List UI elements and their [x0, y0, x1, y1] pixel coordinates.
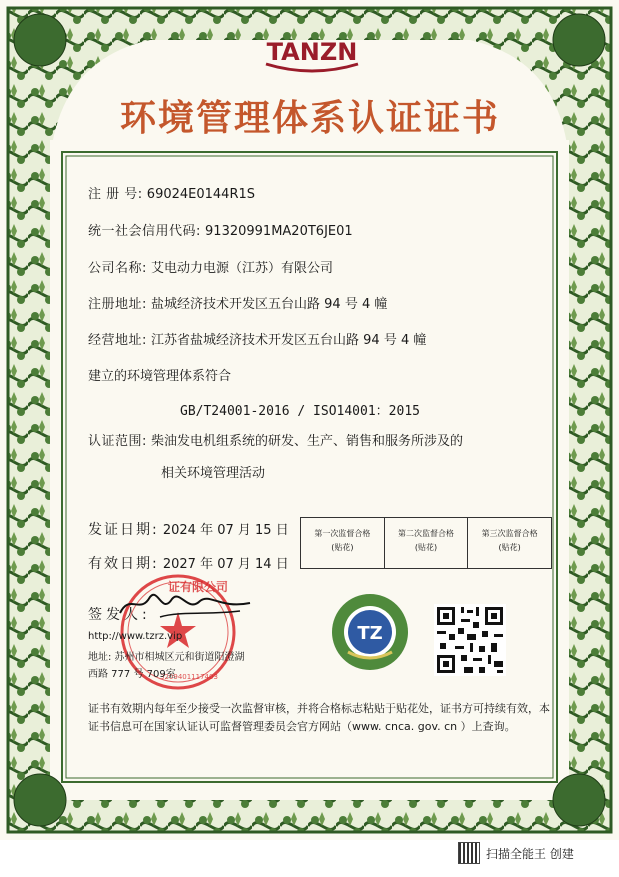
issue-date-label: 发证日期: — [88, 522, 159, 538]
sticker-cell-1 — [301, 518, 385, 568]
scope-label: 认证范围: — [88, 434, 147, 449]
certificate-title: 环境管理体系认证证书 — [119, 97, 500, 139]
company-label: 公司名称: — [88, 261, 147, 276]
signer-label: 签发人: — [88, 607, 151, 623]
certification-emblem — [330, 592, 410, 672]
sticker-cell-2 — [385, 518, 469, 568]
emblem-letters: TZ — [357, 623, 383, 644]
conformity-statement: 建立的环境管理体系符合 — [88, 369, 232, 384]
valid-date-row — [88, 553, 289, 573]
operating-address-label: 经营地址: — [88, 333, 147, 348]
operating-address: 江苏省盐城经济技术开发区五台山路 94 号 4 幢 — [151, 333, 427, 348]
company-row — [88, 257, 333, 276]
issuer-website: http://www.tzrz.vip — [88, 631, 183, 642]
logo-text: TANZN — [266, 38, 358, 66]
footer-text: 扫描全能王 创建 — [486, 846, 574, 861]
registration-number-label: 注 册 号: — [88, 187, 143, 202]
sticker-title: 第一次监督合格 — [314, 529, 371, 538]
credit-code-row — [88, 220, 353, 239]
issue-date-row — [88, 519, 289, 539]
tanzn-logo — [258, 36, 366, 74]
operating-address-row — [88, 329, 426, 348]
registered-address-label: 注册地址: — [88, 297, 147, 312]
registered-address-row — [88, 293, 387, 312]
validity-notice: 证书有效期内每年至少接受一次监督审核，并将合格标志粘贴于贴花处，证书方可持续有效，本证书信息可在国家认证认可监督管理委员会官方网站（www. cnca. gov. cn ）上查询。 — [88, 702, 550, 733]
seal-text: 证有限公司 — [168, 580, 229, 594]
signature — [110, 585, 260, 625]
sticker-note: (贴花) — [498, 543, 521, 552]
valid-date-label: 有效日期: — [88, 556, 159, 572]
scope-line-1: 柴油发电机组系统的研发、生产、销售和服务所涉及的 — [151, 434, 464, 449]
logo-swoosh-icon — [262, 62, 362, 74]
registration-number: 69024E0144R1S — [146, 187, 256, 202]
surveillance-sticker-table — [300, 517, 552, 569]
issuer-address-line-2: 西路 777 号 709室 — [88, 669, 176, 680]
sticker-note: (贴花) — [331, 543, 354, 552]
qr-code — [434, 604, 506, 676]
credit-code-label: 统一社会信用代码: — [88, 224, 201, 239]
sticker-note: (贴花) — [414, 543, 438, 552]
sticker-cell-3 — [468, 518, 551, 568]
seal-number: 3209401117403 — [160, 673, 218, 681]
sticker-title: 第二次监督合格 — [398, 529, 454, 538]
sticker-title: 第三次监督合格 — [481, 529, 538, 538]
scanner-app-icon — [458, 842, 480, 864]
valid-date: 2027 年 07 月 14 日 — [162, 557, 289, 572]
scope-line-2: 相关环境管理活动 — [161, 466, 266, 481]
credit-code: 91320991MA20T6JE01 — [205, 224, 353, 239]
company-name: 艾电动力电源（江苏）有限公司 — [151, 261, 334, 276]
registration-number-row — [88, 183, 255, 202]
issue-date: 2024 年 07 月 15 日 — [162, 523, 289, 538]
scope-row — [88, 430, 463, 449]
registered-address: 盐城经济技术开发区五台山路 94 号 4 幢 — [151, 297, 388, 312]
standard-reference: GB/T24001-2016 / ISO14001：2015 — [180, 404, 420, 419]
issuer-address-line-1: 地址: 苏州市相城区元和街道阳澄湖 — [88, 652, 245, 663]
scanner-footer — [458, 840, 608, 866]
